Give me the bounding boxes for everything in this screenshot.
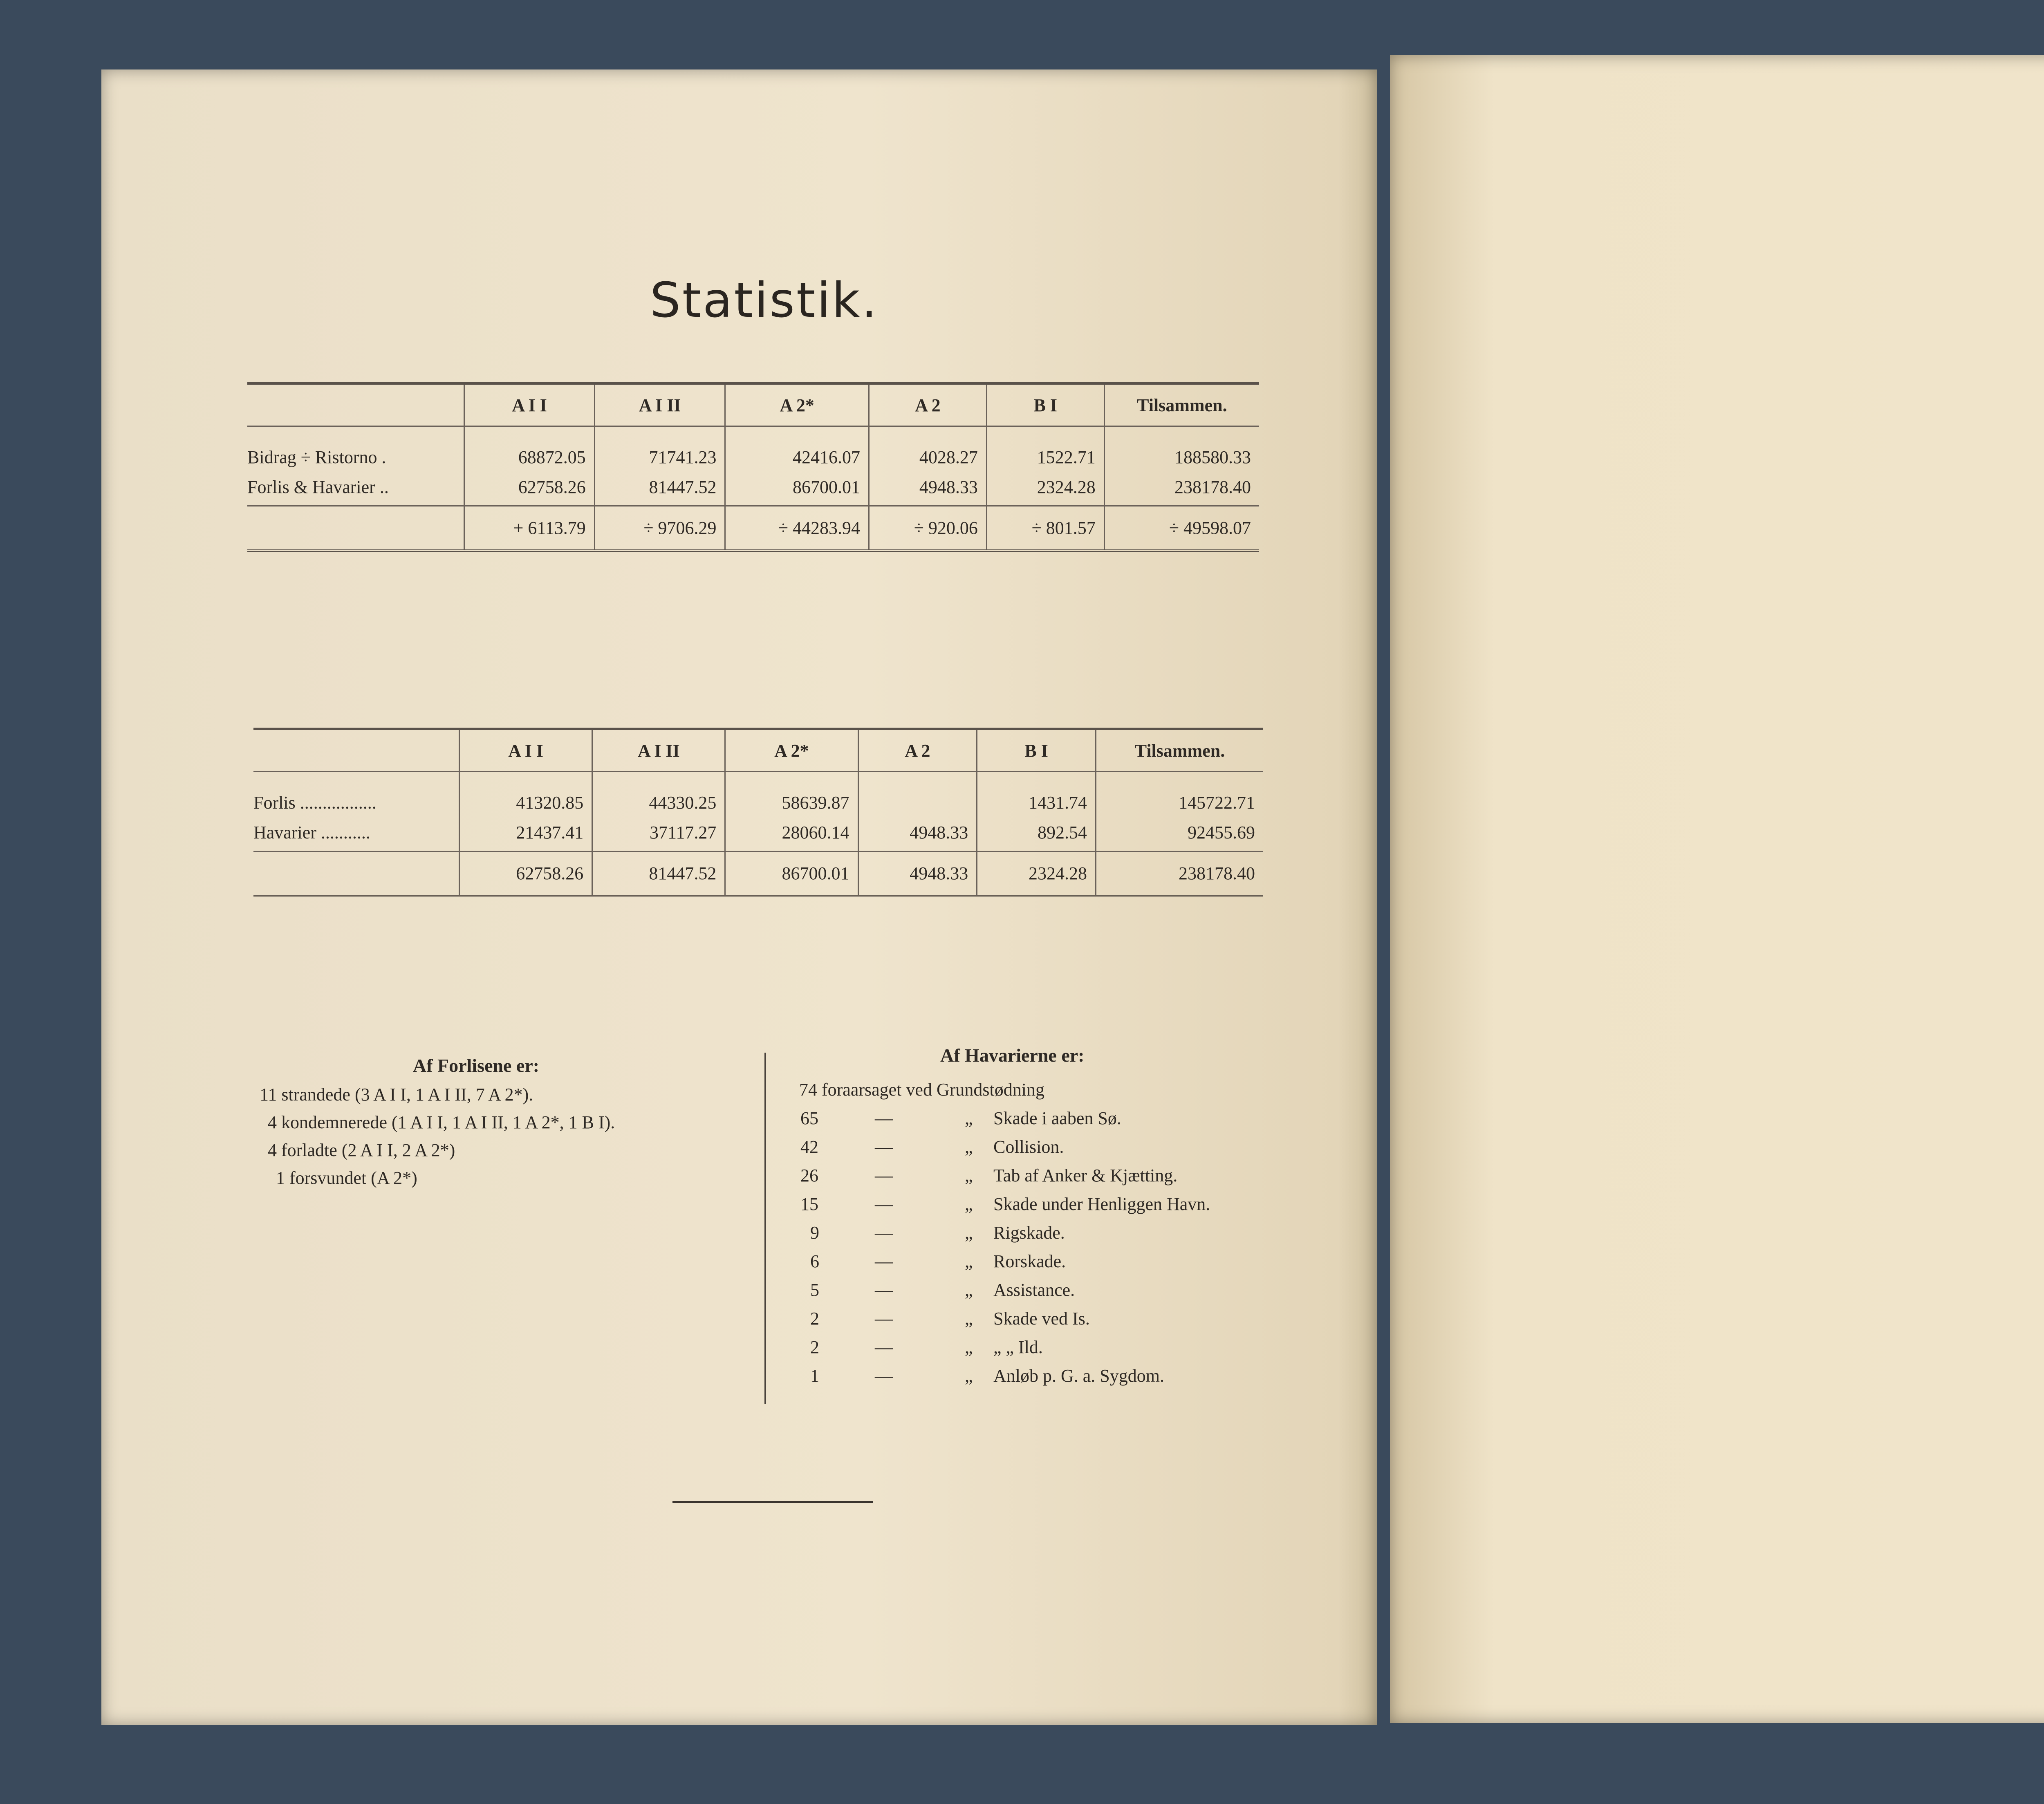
col-header: Tilsammen. (1104, 383, 1259, 426)
havarier-dash: — (875, 1337, 893, 1357)
total-cell: ÷ 801.57 (986, 506, 1104, 551)
total-cell: ÷ 49598.07 (1104, 506, 1259, 551)
right-page (1390, 55, 2044, 1723)
havarier-dash: — (875, 1165, 893, 1185)
total-cell: 2324.28 (977, 852, 1096, 896)
cell: 86700.01 (725, 469, 869, 506)
havarier-count: 6 (810, 1251, 819, 1271)
cell: 1431.74 (977, 772, 1096, 815)
total-cell: ÷ 44283.94 (725, 506, 869, 551)
havarier-count: 42 (800, 1137, 818, 1157)
table-row (253, 815, 1263, 852)
forlis-line: 1 forsvundet (A 2*) (276, 1168, 417, 1188)
forlis-line: 11 strandede (3 A I I, 1 A I II, 7 A 2*). (260, 1085, 533, 1105)
total-cell: 86700.01 (725, 852, 858, 896)
cell: 44330.25 (592, 772, 725, 815)
havarier-ditto: „ (965, 1165, 973, 1185)
col-header: A I II (592, 729, 725, 772)
havarier-text: Tab af Anker & Kjætting. (993, 1165, 1178, 1185)
havarier-text: Rigskade. (993, 1223, 1065, 1243)
total-cell: 4948.33 (858, 852, 977, 896)
cell: 2324.28 (986, 469, 1104, 506)
havarier-dash: — (875, 1366, 893, 1386)
col-header: A I II (594, 383, 725, 426)
havarier-count: 1 (810, 1366, 819, 1386)
header-blank (253, 729, 459, 772)
havarier-dash: — (875, 1309, 893, 1329)
total-cell: 62758.26 (459, 852, 592, 896)
havarier-count: 2 (810, 1309, 819, 1329)
havarier-dash: — (875, 1280, 893, 1300)
cell: 4948.33 (869, 469, 986, 506)
row-label: Bidrag ÷ Ristorno . (247, 447, 386, 467)
page-title: Statistik. (650, 272, 879, 328)
havarier-dash: — (875, 1137, 893, 1157)
havarier-dash: — (875, 1223, 893, 1243)
havarier-first-line: 74 foraarsaget ved Grundstødning (799, 1080, 1044, 1100)
havarier-ditto: „ (965, 1137, 973, 1157)
havarier-ditto: „ (965, 1251, 973, 1271)
havarier-count: 9 (810, 1223, 819, 1243)
row-label: Havarier ........... (253, 822, 370, 843)
havarier-text: Anløb p. G. a. Sygdom. (993, 1366, 1164, 1386)
forlis-line: 4 kondemnerede (1 A I I, 1 A I II, 1 A 2*, 1 B I). (268, 1112, 615, 1132)
cell: 188580.33 (1104, 426, 1259, 469)
table-row (247, 426, 1259, 469)
table-row (247, 469, 1259, 506)
cell: 41320.85 (459, 772, 592, 815)
cell: 58639.87 (725, 772, 858, 815)
col-header: Tilsammen. (1096, 729, 1263, 772)
havarier-count: 15 (800, 1194, 818, 1214)
totals-label (247, 506, 464, 551)
section-divider (764, 1053, 766, 1404)
havarier-dash: — (875, 1108, 893, 1128)
cell: 4028.27 (869, 426, 986, 469)
havarier-dash: — (875, 1194, 893, 1214)
total-cell: ÷ 920.06 (869, 506, 986, 551)
total-cell: 81447.52 (592, 852, 725, 896)
cell: 62758.26 (464, 469, 594, 506)
losses-table (253, 728, 1263, 897)
forlis-heading: Af Forlisene er: (413, 1055, 540, 1076)
total-cell: 238178.40 (1096, 852, 1263, 896)
total-cell: + 6113.79 (464, 506, 594, 551)
havarier-count: 26 (800, 1165, 818, 1185)
cell: 145722.71 (1096, 772, 1263, 815)
cell: 1522.71 (986, 426, 1104, 469)
cell: 4948.33 (858, 815, 977, 852)
col-header: A 2 (858, 729, 977, 772)
havarier-text: Assistance. (993, 1280, 1075, 1300)
header-blank (247, 383, 464, 426)
havarier-count: 65 (800, 1108, 818, 1128)
cell: 21437.41 (459, 815, 592, 852)
cell: 37117.27 (592, 815, 725, 852)
havarier-ditto: „ (965, 1366, 973, 1386)
havarier-text: Skade i aaben Sø. (993, 1108, 1121, 1128)
total-cell: ÷ 9706.29 (594, 506, 725, 551)
table-header-row (253, 729, 1263, 772)
forlis-line: 4 forladte (2 A I I, 2 A 2*) (268, 1140, 455, 1160)
havarier-dash: — (875, 1251, 893, 1271)
havarier-text: „ „ Ild. (993, 1337, 1043, 1357)
havarier-ditto: „ (965, 1280, 973, 1300)
havarier-text: Rorskade. (993, 1251, 1066, 1271)
havarier-ditto: „ (965, 1223, 973, 1243)
col-header: A I I (459, 729, 592, 772)
totals-row (247, 506, 1259, 551)
col-header: A 2 (869, 383, 986, 426)
havarier-ditto: „ (965, 1337, 973, 1357)
totals-label (253, 852, 459, 896)
contributions-table (247, 382, 1259, 552)
cell: 81447.52 (594, 469, 725, 506)
havarier-ditto: „ (965, 1194, 973, 1214)
havarier-text: Skade ved Is. (993, 1309, 1090, 1329)
havarier-ditto: „ (965, 1309, 973, 1329)
row-label: Forlis & Havarier .. (247, 477, 389, 498)
cell: 238178.40 (1104, 469, 1259, 506)
havarier-text: Collision. (993, 1137, 1064, 1157)
table-header-row (247, 383, 1259, 426)
totals-row (253, 852, 1263, 896)
cell: 892.54 (977, 815, 1096, 852)
col-header: A 2* (725, 383, 869, 426)
havarier-count: 5 (810, 1280, 819, 1300)
cell: 71741.23 (594, 426, 725, 469)
table-row (253, 772, 1263, 815)
col-header: B I (977, 729, 1096, 772)
end-rule (672, 1501, 873, 1503)
col-header: A 2* (725, 729, 858, 772)
cell: 28060.14 (725, 815, 858, 852)
col-header: B I (986, 383, 1104, 426)
havarier-count: 2 (810, 1337, 819, 1357)
cell: 92455.69 (1096, 815, 1263, 852)
col-header: A I I (464, 383, 594, 426)
cell: 68872.05 (464, 426, 594, 469)
havarier-ditto: „ (965, 1108, 973, 1128)
row-label: Forlis ................. (253, 792, 377, 813)
cell (858, 772, 977, 815)
havarier-heading: Af Havarierne er: (940, 1045, 1085, 1066)
havarier-text: Skade under Henliggen Havn. (993, 1194, 1210, 1214)
cell: 42416.07 (725, 426, 869, 469)
